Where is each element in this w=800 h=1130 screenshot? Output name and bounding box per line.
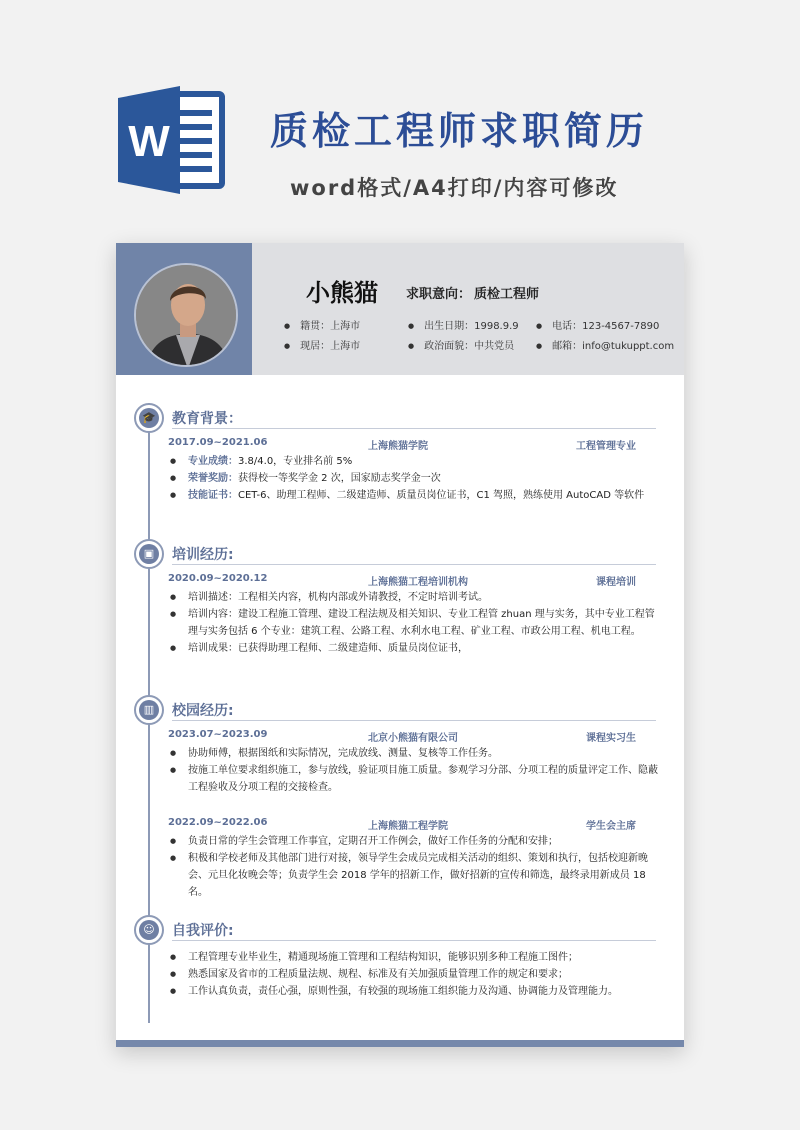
section-title: 培训经历: <box>172 547 234 563</box>
section-icon-ring <box>134 539 164 569</box>
self-evaluation-list <box>168 949 660 1000</box>
entry-org: 上海熊猫工程培训机构 <box>368 577 468 588</box>
entry-header <box>168 573 658 587</box>
entry-header <box>168 817 658 831</box>
info-email: ● 邮箱：info@tukuppt.com <box>536 337 674 352</box>
word-logo-letter: W <box>128 117 170 166</box>
entry-role: 学生会主席 <box>586 821 636 832</box>
education-details <box>168 453 660 504</box>
list-item: ● 培训内容：建设工程施工管理、建设工程法规及相关知识、专业工程管 zhuan 理与实务，其中专业工程管理与实务包括 6 个专业：建筑工程、公路工程、水利水电工程、矿业工程、市政公用工程、机电工程。 <box>168 606 660 640</box>
entry-org: 上海熊猫工程学院 <box>368 821 448 832</box>
profile-header <box>116 243 684 375</box>
list-item: ● 专业成绩：3.8/4.0，专业排名前 5% <box>168 453 660 470</box>
training-details <box>168 589 660 657</box>
entry-org: 上海熊猫学院 <box>368 441 428 452</box>
section-icon-ring <box>134 915 164 945</box>
entry-header <box>168 729 658 743</box>
sheet-bottom-bar <box>116 1040 684 1047</box>
word-document-icon <box>118 84 234 196</box>
campus-entry-details <box>168 833 660 901</box>
section-divider <box>172 940 656 941</box>
section-icon-ring <box>134 403 164 433</box>
list-item: ● 按施工单位要求组织施工，参与放线，验证项目施工质量。参观学习分部、分项工程的质量评定工作、隐蔽工程验收及分项工程的交接检查。 <box>168 762 660 796</box>
person-photo-icon <box>136 265 238 367</box>
entry-role: 课程培训 <box>596 577 636 588</box>
list-item: ● 积极和学校老师及其他部门进行对接，领导学生会成员完成相关活动的组织、策划和执行，包括校迎新晚会、元旦化妆晚会等；负责学生会 2018 学年的招新工作，做好招新的宣传和筛选，最终录用新成员 18 名。 <box>168 850 660 901</box>
entry-date: 2017.09~2021.06 <box>168 437 268 448</box>
section-divider <box>172 720 656 721</box>
entry-role: 课程实习生 <box>586 733 636 744</box>
list-item: ● 培训成果：已获得助理工程师、二级建造师、质量员岗位证书， <box>168 640 660 657</box>
info-phone: ● 电话：123-4567-7890 <box>536 317 659 332</box>
job-intent-label: 求职意向： <box>406 287 472 302</box>
entry-header <box>168 437 658 451</box>
books-icon: ▥ <box>139 700 159 720</box>
person-icon: ☺ <box>139 920 159 940</box>
list-item: ● 技能证书：CET-6、助理工程师、二级建造师、质量员岗位证书，C1 驾照，熟练使用 AutoCAD 等软件 <box>168 487 660 504</box>
list-item: ● 负责日常的学生会管理工作事宜，定期召开工作例会，做好工作任务的分配和安排； <box>168 833 660 850</box>
entry-org: 北京小熊猫有限公司 <box>368 733 458 744</box>
section-divider <box>172 428 656 429</box>
list-item: ● 荣誉奖励：获得校一等奖学金 2 次，国家励志奖学金一次 <box>168 470 660 487</box>
info-birthdate: ● 出生日期：1998.9.9 <box>408 317 519 332</box>
section-divider <box>172 564 656 565</box>
info-hometown: ● 籍贯：上海市 <box>284 317 360 332</box>
info-residence: ● 现居：上海市 <box>284 337 360 352</box>
banner-title: 质检工程师求职简历 <box>270 109 649 153</box>
entry-date: 2023.07~2023.09 <box>168 729 268 740</box>
info-political-status: ● 政治面貌：中共党员 <box>408 337 514 352</box>
section-icon-ring <box>134 695 164 725</box>
section-title: 教育背景： <box>172 411 242 427</box>
profile-name: 小熊猫 <box>306 279 378 307</box>
graduation-cap-icon: 🎓 <box>139 408 159 428</box>
resume-sheet <box>116 243 684 1047</box>
section-title: 校园经历: <box>172 703 234 719</box>
photo-panel <box>116 243 252 375</box>
list-item: ● 工程管理专业毕业生，精通现场施工管理和工程结构知识，能够识别多种工程施工图件； <box>168 949 660 966</box>
entry-date: 2020.09~2020.12 <box>168 573 268 584</box>
campus-entry-details <box>168 745 660 796</box>
list-item: ● 熟悉国家及省市的工程质量法规、规程、标准及有关加强质量管理工作的规定和要求； <box>168 966 660 983</box>
profile-photo <box>134 263 238 367</box>
banner <box>0 0 800 230</box>
briefcase-icon: ▣ <box>139 544 159 564</box>
entry-date: 2022.09~2022.06 <box>168 817 268 828</box>
list-item: ● 培训描述：工程相关内容，机构内部或外请教授，不定时培训考试。 <box>168 589 660 606</box>
section-title: 自我评价: <box>172 923 234 939</box>
banner-subtitle: word格式/A4打印/内容可修改 <box>290 176 619 200</box>
list-item: ● 协助师傅，根据图纸和实际情况，完成放线、测量、复核等工作任务。 <box>168 745 660 762</box>
entry-role: 工程管理专业 <box>576 441 636 452</box>
job-intent-value: 质检工程师 <box>474 287 540 302</box>
list-item: ● 工作认真负责，责任心强，原则性强，有较强的现场施工组织能力及沟通、协调能力及管理能力。 <box>168 983 660 1000</box>
